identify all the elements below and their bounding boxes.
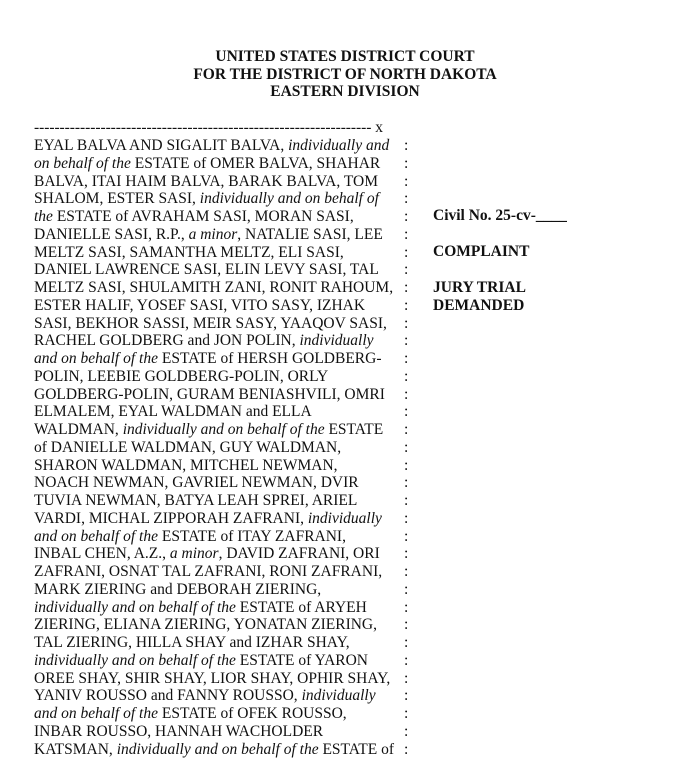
caption-italic-text: individually and on behalf of the [122, 421, 325, 438]
caption-line [34, 421, 424, 439]
caption-colon: : [404, 509, 409, 527]
caption-line [34, 474, 424, 492]
document-title: COMPLAINT [433, 243, 530, 260]
caption-text: ELMALEM, EYAL WALDMAN and ELLA [34, 403, 312, 421]
caption-text: INBAR ROUSSO, HANNAH WACHOLDER [34, 722, 324, 740]
caption-colon: : [404, 634, 409, 651]
caption-text: OREE SHAY, SHIR SHAY, LIOR SHAY, OPHIR SHAY, [34, 669, 391, 687]
caption-colon: : [404, 705, 409, 722]
caption-colon: : [404, 563, 409, 580]
caption-text: VARDI, MICHAL ZIPPORAH ZAFRANI, [34, 509, 308, 527]
caption-line [34, 315, 424, 333]
caption-colon: : [404, 687, 409, 705]
caption-italic-text: and on behalf of the [34, 705, 158, 722]
caption-text: MELTZ SASI, SHULAMITH ZANI, RONIT RAHOUM, [34, 279, 394, 296]
caption-text: TUVIA NEWMAN, BATYA LEAH SPREI, ARIEL [34, 492, 358, 509]
caption-italic-text: and on behalf of the [34, 527, 158, 545]
caption-line [34, 350, 424, 368]
caption-line [34, 545, 424, 563]
caption-text: KATSMAN, [34, 740, 117, 758]
caption-text: ESTATE of OFEK ROUSSO, [158, 705, 347, 722]
caption-colon: : [404, 350, 409, 367]
caption-colon: : [404, 474, 409, 492]
court-division: EASTERN DIVISION [270, 83, 420, 101]
caption-text: ZAFRANI, OSNAT TAL ZAFRANI, RONI ZAFRANI, [34, 563, 383, 580]
caption-text: BALVA, ITAI HAIM BALVA, BARAK BALVA, TOM [34, 172, 378, 190]
caption-colon: : [404, 669, 409, 687]
caption-line [34, 137, 424, 155]
caption-colon: : [404, 261, 409, 279]
caption-line [34, 599, 424, 617]
caption-text: DANIEL LAWRENCE SASI, ELIN LEVY SASI, TAL [34, 261, 379, 279]
caption-colon: : [404, 137, 409, 154]
caption-line [34, 332, 424, 350]
plaintiffs-caption [34, 137, 424, 758]
caption-line [34, 439, 424, 457]
caption-rule-end: x [375, 119, 383, 136]
caption-colon: : [404, 651, 409, 669]
caption-italic-text: individually [307, 509, 382, 527]
caption-italic-text: on behalf of the [34, 154, 131, 172]
caption-text: , NATALIE SASI, LEE [237, 225, 383, 243]
caption-text: SASI, BEKHOR SASSI, MEIR SASY, YAAQOV SASI, [34, 314, 387, 332]
caption-text: ZIERING, ELIANA ZIERING, YONATAN ZIERING, [34, 616, 377, 634]
caption-colon: : [404, 314, 409, 332]
caption-line [34, 528, 424, 546]
caption-rule [34, 119, 383, 137]
caption-line [34, 670, 424, 688]
caption-line [34, 723, 424, 741]
caption-colon: : [404, 367, 409, 385]
caption-text: EYAL BALVA AND SIGALIT BALVA, [34, 137, 289, 154]
caption-text: POLIN, LEEBIE GOLDBERG-POLIN, ORLY [34, 367, 329, 385]
caption-colon: : [404, 527, 409, 545]
caption-italic-text: individually and [288, 137, 390, 154]
caption-colon: : [404, 154, 409, 172]
caption-text: ESTER HALIF, YOSEF SASI, VITO SASY, IZHAK [34, 296, 366, 314]
caption-colon: : [404, 598, 409, 616]
caption-line [34, 261, 424, 279]
caption-colon: : [404, 208, 409, 225]
caption-colon: : [404, 438, 409, 456]
caption-colon: : [404, 492, 409, 509]
caption-text: ESTATE of ITAY ZAFRANI, [158, 527, 346, 545]
caption-line [34, 386, 424, 404]
caption-line [34, 581, 424, 599]
caption-line [34, 403, 424, 421]
caption-line [34, 616, 424, 634]
court-district: FOR THE DISTRICT OF NORTH DAKOTA [193, 65, 497, 83]
caption-text: ESTATE of HERSH GOLDBERG- [158, 350, 382, 367]
caption-line [34, 208, 424, 226]
jury-demand-line1: JURY TRIAL [433, 279, 526, 296]
caption-line [34, 457, 424, 475]
caption-colon: : [404, 722, 409, 740]
caption-text: ESTATE [324, 421, 384, 438]
caption-italic-text: individually and on behalf of the [34, 598, 236, 616]
caption-line [34, 705, 424, 723]
caption-text: , DAVID ZAFRANI, ORI [218, 545, 380, 563]
caption-line [34, 634, 424, 652]
caption-text: MELTZ SASI, SAMANTHA MELTZ, ELI SASI, [34, 243, 344, 261]
caption-colon: : [404, 279, 409, 296]
caption-line [34, 368, 424, 386]
caption-italic-text: a minor [188, 225, 238, 243]
caption-colon: : [404, 385, 409, 403]
caption-colon: : [404, 545, 409, 563]
caption-text: INBAL CHEN, A.Z., [34, 545, 170, 563]
caption-text: of DANIELLE WALDMAN, GUY WALDMAN, [34, 438, 342, 456]
caption-text: RACHEL GOLDBERG and JON POLIN, [34, 332, 300, 350]
caption-colon: : [404, 616, 409, 634]
caption-text: ESTATE of OMER BALVA, SHAHAR [130, 154, 381, 172]
caption-colon: : [404, 332, 409, 350]
caption-text: ESTATE of ARYEH [235, 598, 367, 616]
caption-text: ESTATE of AVRAHAM SASI, MORAN SASI, [52, 208, 354, 225]
caption-line [34, 492, 424, 510]
caption-line [34, 687, 424, 705]
caption-line [34, 510, 424, 528]
caption-text: SHALOM, ESTER SASI, [34, 190, 200, 208]
caption-line [34, 563, 424, 581]
caption-text: DANIELLE SASI, R.P., [34, 225, 189, 243]
caption-text: YANIV ROUSSO and FANNY ROUSSO, [34, 687, 302, 705]
caption-colon: : [404, 580, 409, 598]
caption-italic-text: individually [301, 687, 376, 705]
caption-text: ESTATE of YARON [235, 651, 368, 669]
caption-line [34, 244, 424, 262]
caption-line [34, 279, 424, 297]
caption-colon: : [404, 403, 409, 421]
caption-line [34, 226, 424, 244]
caption-line [34, 173, 424, 191]
caption-colon: : [404, 243, 409, 261]
caption-colon: : [404, 190, 409, 208]
caption-text: SHARON WALDMAN, MITCHEL NEWMAN, [34, 456, 338, 474]
caption-colon: : [404, 172, 409, 190]
caption-text: GOLDBERG-POLIN, GURAM BENIASHVILI, OMRI [34, 385, 385, 403]
civil-number: Civil No. 25-cv-____ [433, 207, 567, 224]
caption-colon: : [404, 296, 409, 314]
caption-colon: : [404, 456, 409, 474]
caption-text: MARK ZIERING and DEBORAH ZIERING, [34, 580, 322, 598]
caption-colon: : [404, 225, 409, 243]
caption-line [34, 297, 424, 315]
caption-italic-text: individually and on behalf of [199, 190, 379, 208]
jury-demand-line2: DEMANDED [433, 296, 525, 314]
caption-text: WALDMAN, [34, 421, 123, 438]
caption-text: ESTATE of [318, 740, 394, 758]
caption-colon: : [404, 421, 409, 438]
caption-italic-text: and on behalf of the [34, 350, 158, 367]
caption-italic-text: the [34, 208, 53, 225]
caption-line [34, 741, 424, 759]
caption-line [34, 155, 424, 173]
caption-italic-text: individually and on behalf of the [34, 651, 236, 669]
caption-italic-text: a minor [169, 545, 219, 563]
caption-dashes: ------------------------------------------------------------------ [34, 119, 372, 136]
caption-italic-text: individually and on behalf of the [116, 740, 319, 758]
caption-colon: : [404, 740, 409, 758]
court-name: UNITED STATES DISTRICT COURT [215, 48, 475, 65]
caption-text: TAL ZIERING, HILLA SHAY and IZHAR SHAY, [34, 634, 350, 651]
caption-text: NOACH NEWMAN, GAVRIEL NEWMAN, DVIR [34, 474, 359, 492]
caption-line [34, 652, 424, 670]
caption-italic-text: individually [299, 332, 374, 350]
caption-line [34, 190, 424, 208]
